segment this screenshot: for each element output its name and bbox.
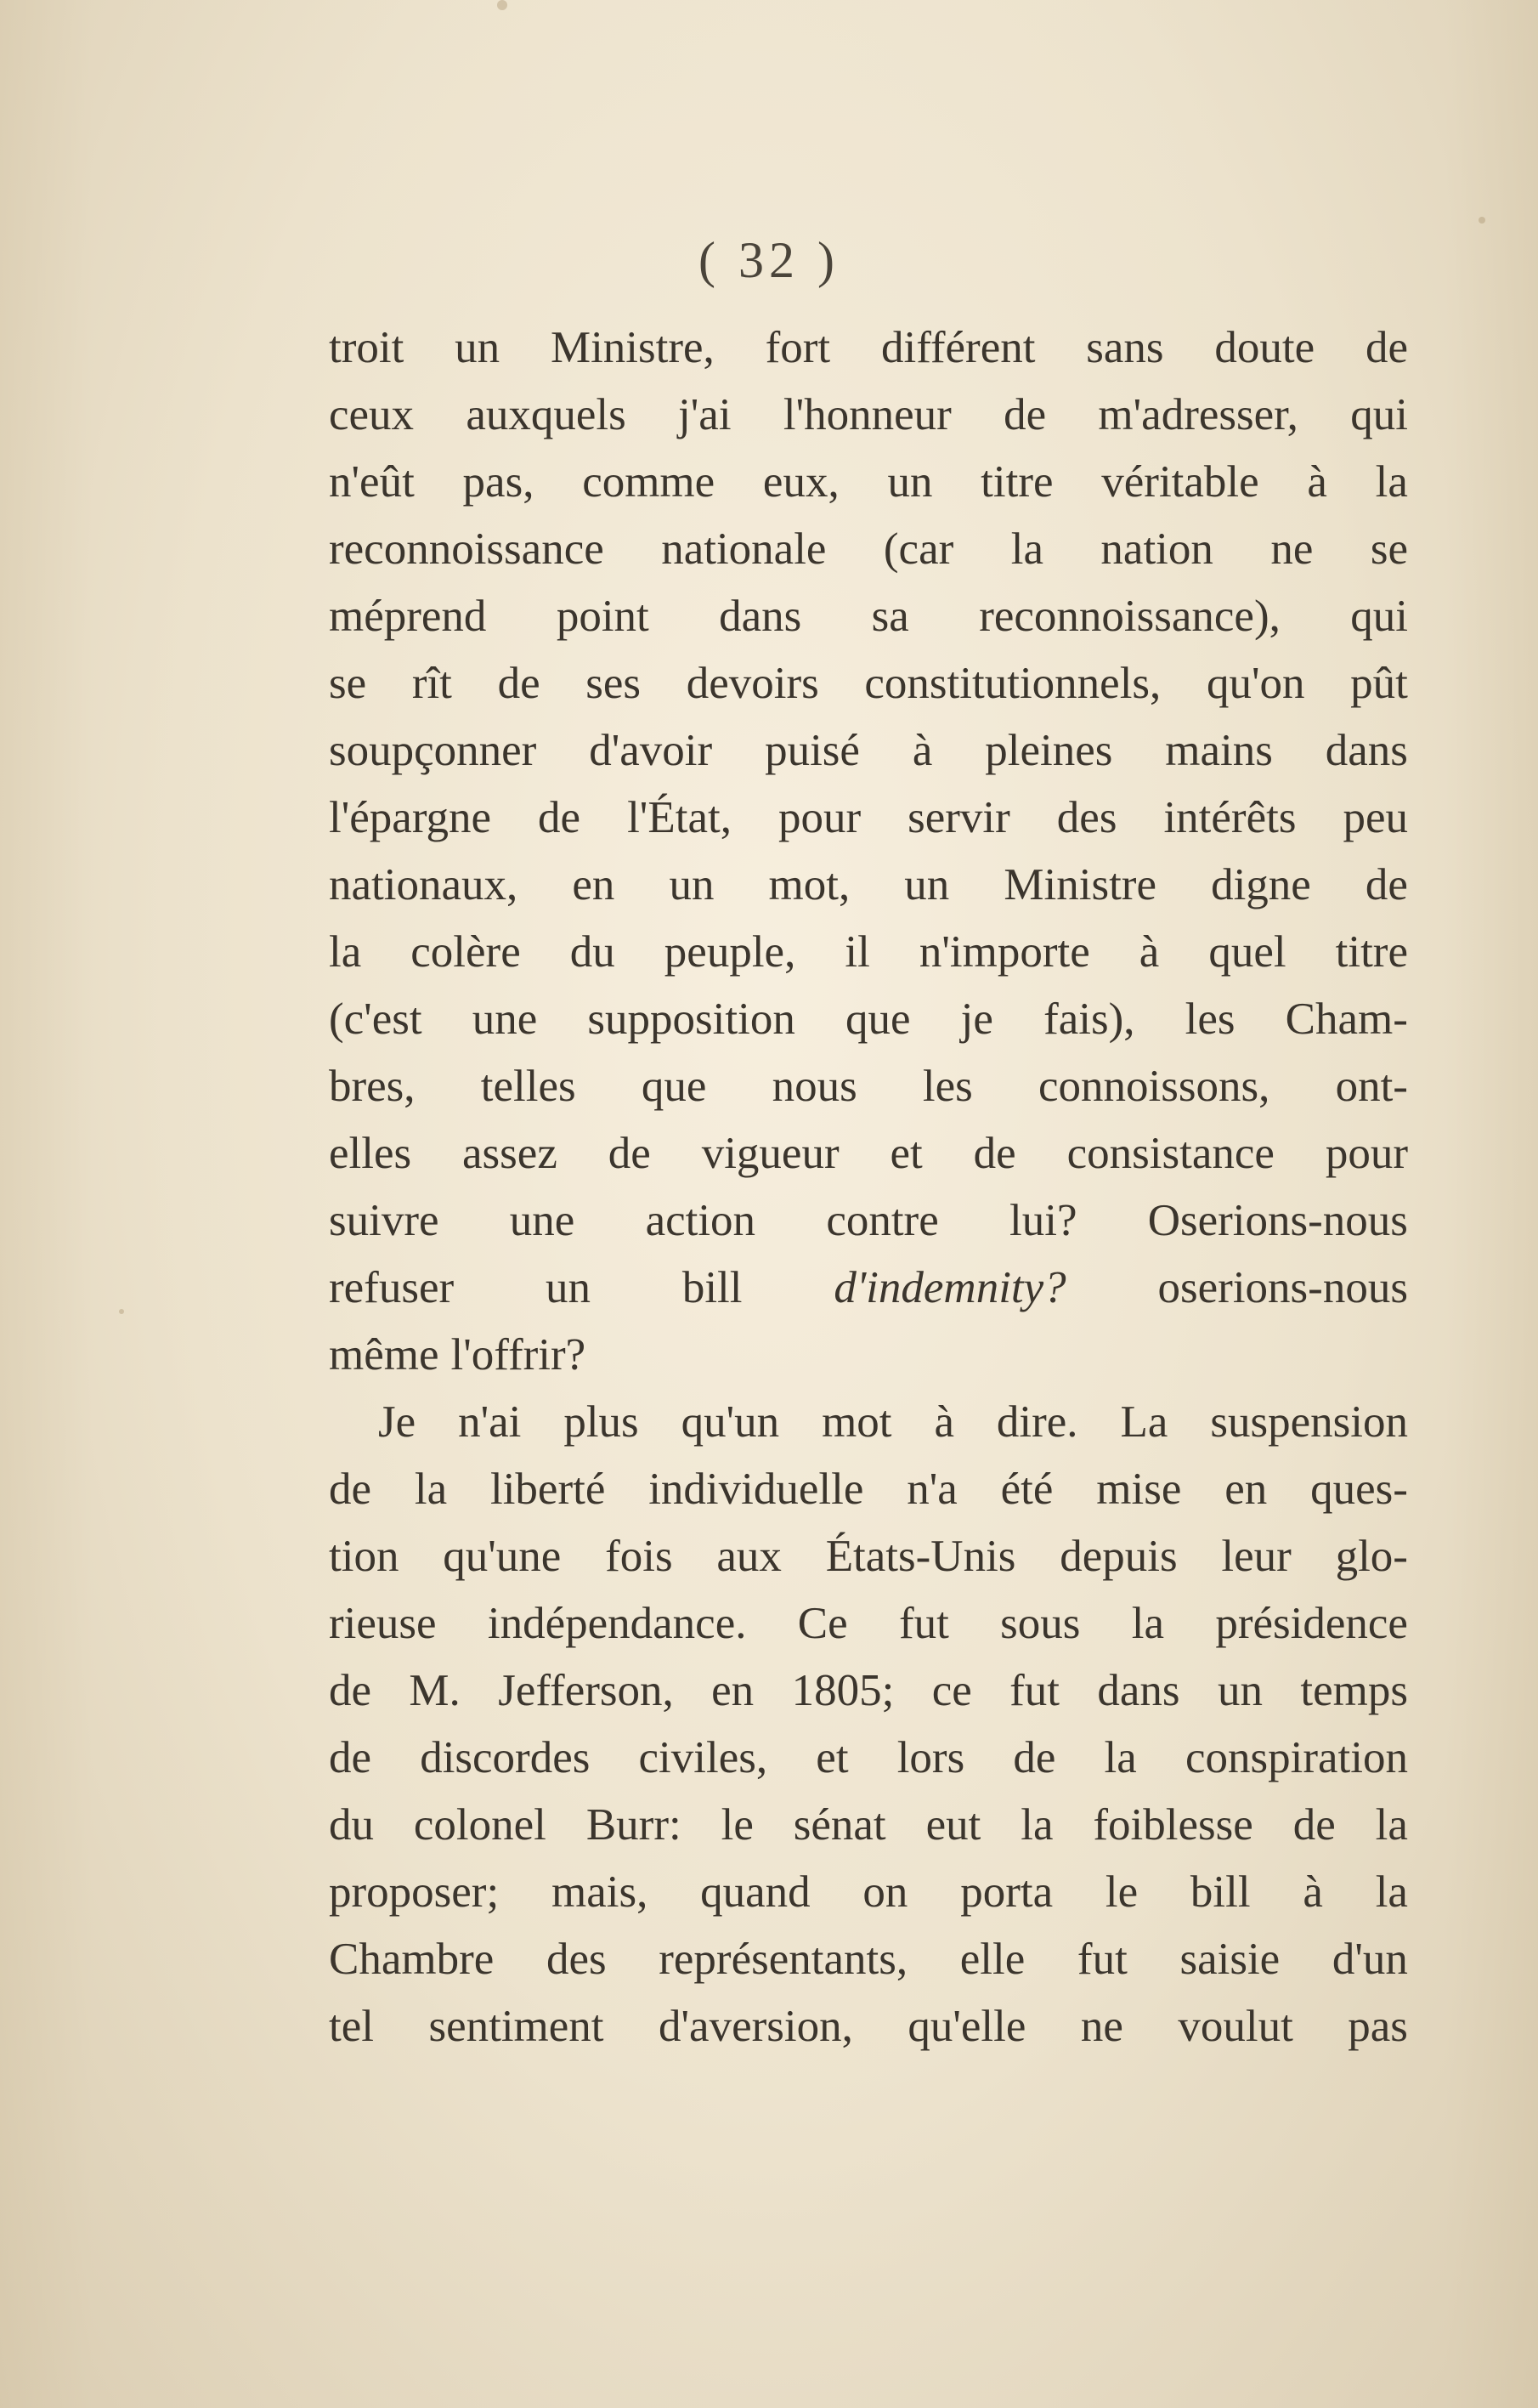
word: du (569, 927, 615, 977)
word: une (509, 1196, 575, 1245)
body-text (329, 314, 1408, 2060)
paper-stain (1479, 217, 1485, 224)
word: sous (1000, 1599, 1081, 1648)
word: qui (1350, 390, 1408, 439)
word: conspiration (1185, 1733, 1408, 1782)
word: de (1365, 860, 1408, 909)
word: pleines (985, 726, 1113, 775)
word: de (973, 1129, 1016, 1178)
word: en (1224, 1465, 1268, 1514)
word: plus (563, 1397, 639, 1447)
word: le (721, 1800, 754, 1850)
text-line (329, 1926, 1408, 1993)
word: Ce (797, 1599, 848, 1648)
word: d'un (1332, 1935, 1408, 1984)
word: tel (329, 2002, 374, 2051)
page-number-header: ( 32 ) (698, 232, 840, 288)
word: peuple, (664, 927, 796, 977)
word: de (497, 659, 540, 708)
word: intérêts (1163, 793, 1297, 842)
word: la (1021, 1800, 1054, 1850)
word: Ministre (1004, 860, 1156, 909)
text-line (329, 382, 1408, 449)
word: aux (716, 1532, 782, 1581)
word: tion (329, 1532, 399, 1581)
word: soupçonner (329, 726, 537, 775)
word: la (414, 1465, 448, 1514)
word: Chambre (329, 1935, 495, 1984)
word: ne (1270, 524, 1314, 574)
word: servir (908, 793, 1010, 842)
word: rît (411, 659, 452, 708)
word: un (887, 457, 933, 507)
word: depuis (1060, 1532, 1178, 1581)
word: qu'un (681, 1397, 780, 1447)
word: bill (1190, 1867, 1251, 1917)
word: fut (898, 1599, 949, 1648)
word: M. (409, 1666, 461, 1715)
text-line (329, 717, 1408, 785)
word: elle (959, 1935, 1026, 1984)
word: des (546, 1935, 607, 1984)
word: oserions-nous (1157, 1263, 1408, 1312)
word: nationaux, (329, 860, 518, 909)
word: représentants, (659, 1935, 908, 1984)
text-line (329, 1389, 1408, 1456)
word: que (845, 994, 911, 1044)
word: (c'est (329, 994, 422, 1044)
word: ses (585, 659, 642, 708)
word: de (329, 1465, 372, 1514)
word: l'État, (627, 793, 732, 842)
word: troit (329, 323, 404, 372)
word: foiblesse (1093, 1800, 1253, 1850)
word: nation (1100, 524, 1213, 574)
word: j'ai (678, 390, 732, 439)
word: elles (329, 1129, 412, 1178)
text-line (329, 1792, 1408, 1859)
word: saisie (1179, 1935, 1281, 1984)
word: Jefferson, (498, 1666, 674, 1715)
word: il (845, 927, 870, 977)
word: ont- (1335, 1062, 1408, 1111)
word: dans (1325, 726, 1408, 775)
word: ques- (1310, 1465, 1408, 1514)
word: même (329, 1330, 439, 1380)
word: 1805; (791, 1666, 895, 1715)
word: vigueur (701, 1129, 840, 1178)
word: États-Unis (825, 1532, 1016, 1581)
word: sénat (793, 1800, 886, 1850)
word: n'importe (919, 927, 1090, 977)
word: d'aversion, (659, 2002, 853, 2051)
word: la (1375, 1800, 1408, 1850)
word: qu'on (1206, 659, 1305, 708)
word: et (816, 1733, 849, 1782)
word: ne (1080, 2002, 1123, 2051)
word: peu (1343, 793, 1408, 842)
word: pût (1350, 659, 1408, 708)
paper-stain (497, 0, 507, 10)
word: de (1365, 323, 1408, 372)
word: Oserions-nous (1147, 1196, 1408, 1245)
text-line (329, 1187, 1408, 1255)
word: la (1131, 1599, 1164, 1648)
text-line (329, 919, 1408, 986)
word: véritable (1101, 457, 1259, 507)
word: la (329, 927, 362, 977)
word: fais), (1043, 994, 1135, 1044)
word: en (711, 1666, 755, 1715)
word: qu'une (443, 1532, 562, 1581)
word: puisé (765, 726, 860, 775)
word: indépendance. (487, 1599, 747, 1648)
text-line (329, 1590, 1408, 1657)
word: le (1105, 1867, 1139, 1917)
word: un (904, 860, 950, 909)
word: temps (1300, 1666, 1408, 1715)
word: colonel (413, 1800, 546, 1850)
text-line (329, 1120, 1408, 1187)
word: mains (1165, 726, 1273, 775)
word: n'eût (329, 457, 415, 507)
word: méprend (329, 592, 487, 641)
word: en (572, 860, 615, 909)
word: Burr: (585, 1800, 681, 1850)
word: dire. (996, 1397, 1078, 1447)
word: porta (960, 1867, 1054, 1917)
text-line (329, 1859, 1408, 1926)
word: je (960, 994, 993, 1044)
word: connoissons, (1038, 1062, 1270, 1111)
word: reconnoissance), (979, 592, 1281, 641)
word: fort (765, 323, 831, 372)
word: dans (719, 592, 802, 641)
word: un (669, 860, 715, 909)
word: telles (480, 1062, 576, 1111)
word: dans (1097, 1666, 1180, 1715)
word: on (862, 1867, 908, 1917)
word: sa (871, 592, 909, 641)
word: Cham- (1285, 994, 1408, 1044)
word: assez (462, 1129, 557, 1178)
word: à (1307, 457, 1327, 507)
word: fut (1077, 1935, 1128, 1984)
word: l'offrir? (450, 1330, 586, 1380)
word: suspension (1210, 1397, 1408, 1447)
word: colère (410, 927, 521, 977)
word: devoirs (686, 659, 819, 708)
word: digne (1211, 860, 1311, 909)
word: Je (378, 1397, 416, 1447)
word: eut (925, 1800, 981, 1850)
word: doute (1214, 323, 1315, 372)
word: eux, (762, 457, 840, 507)
word: titre (981, 457, 1054, 507)
paper-stain (119, 1309, 124, 1314)
word: et (890, 1129, 923, 1178)
word: que (641, 1062, 707, 1111)
word: constitutionnels, (864, 659, 1162, 708)
word: nationale (661, 524, 827, 574)
word: individuelle (648, 1465, 864, 1514)
text-line (329, 1053, 1408, 1120)
text-line (329, 1523, 1408, 1590)
text-line (329, 449, 1408, 516)
word: de (1292, 1800, 1336, 1850)
text-line (329, 785, 1408, 852)
word: un (545, 1263, 591, 1312)
word: civiles, (638, 1733, 768, 1782)
text-line (329, 986, 1408, 1053)
word: de (608, 1129, 651, 1178)
text-line (329, 1456, 1408, 1523)
text-line (329, 516, 1408, 583)
word: pour (777, 793, 862, 842)
word: de (1013, 1733, 1056, 1782)
word: de (329, 1733, 372, 1782)
word: mise (1096, 1465, 1182, 1514)
word: fois (605, 1532, 673, 1581)
word: sans (1086, 323, 1164, 372)
word: liberté (489, 1465, 606, 1514)
word: mais, (551, 1867, 648, 1917)
word: qui (1350, 592, 1408, 641)
word: pas, (462, 457, 534, 507)
word: différent (880, 323, 1036, 372)
word: bres, (329, 1062, 416, 1111)
word: glo- (1335, 1532, 1408, 1581)
word: d'avoir (589, 726, 713, 775)
word: La (1120, 1397, 1168, 1447)
word: un (455, 323, 500, 372)
word: supposition (587, 994, 795, 1044)
word: Ministre, (550, 323, 715, 372)
word: à (1139, 927, 1160, 977)
word: lors (896, 1733, 965, 1782)
word: la (1375, 457, 1408, 507)
word: discordes (420, 1733, 591, 1782)
word: consistance (1066, 1129, 1275, 1178)
word: pour (1325, 1129, 1408, 1178)
text-line (329, 650, 1408, 717)
word: titre (1335, 927, 1408, 977)
word: comme (582, 457, 715, 507)
word: auxquels (466, 390, 626, 439)
word: n'a (907, 1465, 958, 1514)
word: les (922, 1062, 973, 1111)
word: n'ai (458, 1397, 522, 1447)
word: à (1303, 1867, 1323, 1917)
word: à (912, 726, 933, 775)
word: voulut (1178, 2002, 1293, 2051)
text-line (329, 1725, 1408, 1792)
word: sentiment (428, 2002, 604, 2051)
word: ceux (329, 390, 415, 439)
word: été (1000, 1465, 1054, 1514)
word: mot, (768, 860, 851, 909)
word: présidence (1215, 1599, 1408, 1648)
word: se (1370, 524, 1408, 574)
word: une (472, 994, 538, 1044)
word: contre (826, 1196, 939, 1245)
word: (car (883, 524, 954, 574)
word: un (1217, 1666, 1263, 1715)
word: action (645, 1196, 756, 1245)
text-line (329, 314, 1408, 382)
word: point (556, 592, 649, 641)
word: refuser (329, 1263, 455, 1312)
word: d'indemnity? (834, 1263, 1066, 1312)
word: quel (1208, 927, 1286, 977)
word: proposer; (329, 1867, 500, 1917)
word: m'adresser, (1098, 390, 1298, 439)
text-line (329, 1657, 1408, 1725)
word: qu'elle (908, 2002, 1026, 2051)
word: à (934, 1397, 954, 1447)
word: l'épargne (329, 793, 492, 842)
text-line (329, 1255, 1408, 1322)
word: lui? (1009, 1196, 1077, 1245)
text-line (329, 1993, 1408, 2060)
word: la (1375, 1867, 1408, 1917)
word: se (329, 659, 367, 708)
word: nous (772, 1062, 857, 1111)
word: rieuse (329, 1599, 437, 1648)
text-line (329, 852, 1408, 919)
word: des (1056, 793, 1117, 842)
word: ce (931, 1666, 972, 1715)
word: du (329, 1800, 374, 1850)
word: de (538, 793, 581, 842)
word: pas (1348, 2002, 1408, 2051)
word: l'honneur (783, 390, 952, 439)
word: de (1004, 390, 1047, 439)
word: mot (822, 1397, 892, 1447)
text-line (329, 1322, 1408, 1389)
word: bill (681, 1263, 743, 1312)
word: fut (1009, 1666, 1060, 1715)
word: la (1104, 1733, 1137, 1782)
word: les (1185, 994, 1235, 1044)
text-line (329, 583, 1408, 650)
word: de (329, 1666, 372, 1715)
word: la (1010, 524, 1043, 574)
word: quand (700, 1867, 811, 1917)
word: suivre (329, 1196, 439, 1245)
word: leur (1221, 1532, 1292, 1581)
word: reconnoissance (329, 524, 604, 574)
